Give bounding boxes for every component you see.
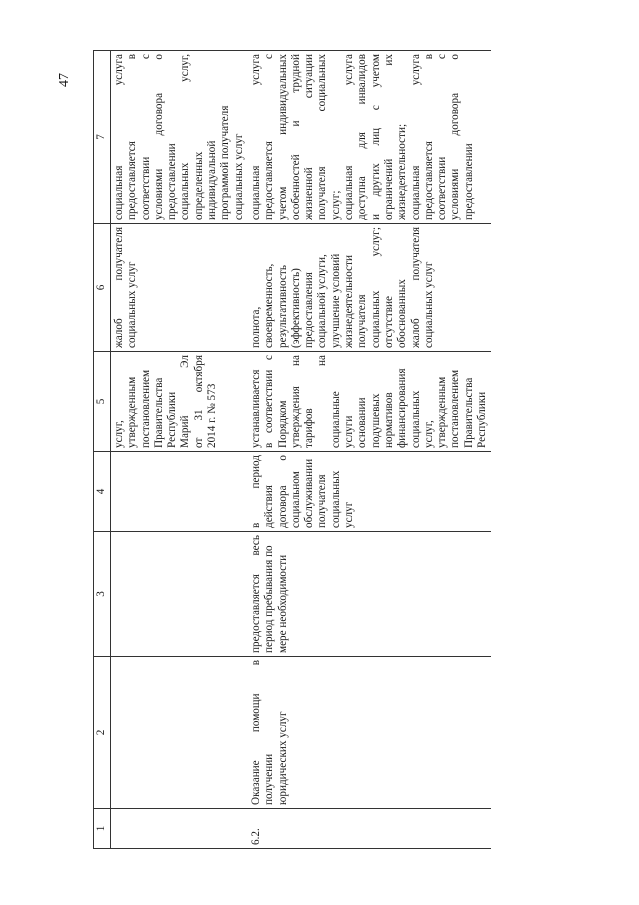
service-name-cell: Оказание помощи в получении юридических услуг: [248, 657, 491, 809]
header-col-6: 6: [94, 224, 111, 352]
services-table: [93, 50, 491, 849]
cont-col-2: [111, 657, 248, 809]
service-term-cell: в период действия договора о социальном обслуживании получателя социальных услуг: [248, 452, 491, 532]
header-col-4: 4: [94, 452, 111, 532]
cont-col-3: [111, 532, 248, 657]
cont-col-4: [111, 452, 248, 532]
service-period-cell: предоставляется весь период пребывания по мере необходимости: [248, 532, 491, 657]
service-conditions-cell: социальная услуга предоставляется с учетом индивидуальных особенностей и трудной жизненной ситуации получателя социальных услуг; социальная услуга доступна для инвалидов и других лиц с учетом ограничений их жизнедеятельности; социальная услуга предоставляется в соответствии с условиями договора о предоставлении: [248, 51, 491, 224]
service-tariff-cell: устанавливается в соответствии с Порядком утверждения на тарифов на социальные услуги основании подушевых нормативов финансирования социальных услуг, утвержденным постановлением Правительства Республики: [248, 352, 491, 452]
header-row: [94, 51, 111, 849]
continuation-row: [111, 51, 248, 849]
header-col-3: 3: [94, 532, 111, 657]
cont-col-1: [111, 809, 248, 849]
row-number: 6.2.: [248, 809, 491, 849]
header-col-2: 2: [94, 657, 111, 809]
header-col-7: 7: [94, 51, 111, 224]
page-number: 47: [57, 73, 72, 87]
header-col-5: 5: [94, 352, 111, 452]
service-indicators-cell: полнота, своевременность, результативность (эффективность) предоставления социальной услуги, улучшение условий жизнедеятельности получателя социальных услуг; отсутствие обоснованных жалоб получателя социальных услуг: [248, 224, 491, 352]
header-col-1: 1: [94, 809, 111, 849]
cont-tariff-cell: услуг, утвержденным постановлением Правительства Республики Марий Эл от 31 октября 2014 г. № 573: [111, 352, 248, 452]
cont-conditions-cell: социальная услуга предоставляется в соответствии с условиями договора о предоставлении социальных услуг, определенных индивидуальной программой получателя социальных услуг: [111, 51, 248, 224]
cont-indicators-cell: жалоб получателя социальных услуг: [111, 224, 248, 352]
row-6-2: [248, 51, 491, 849]
